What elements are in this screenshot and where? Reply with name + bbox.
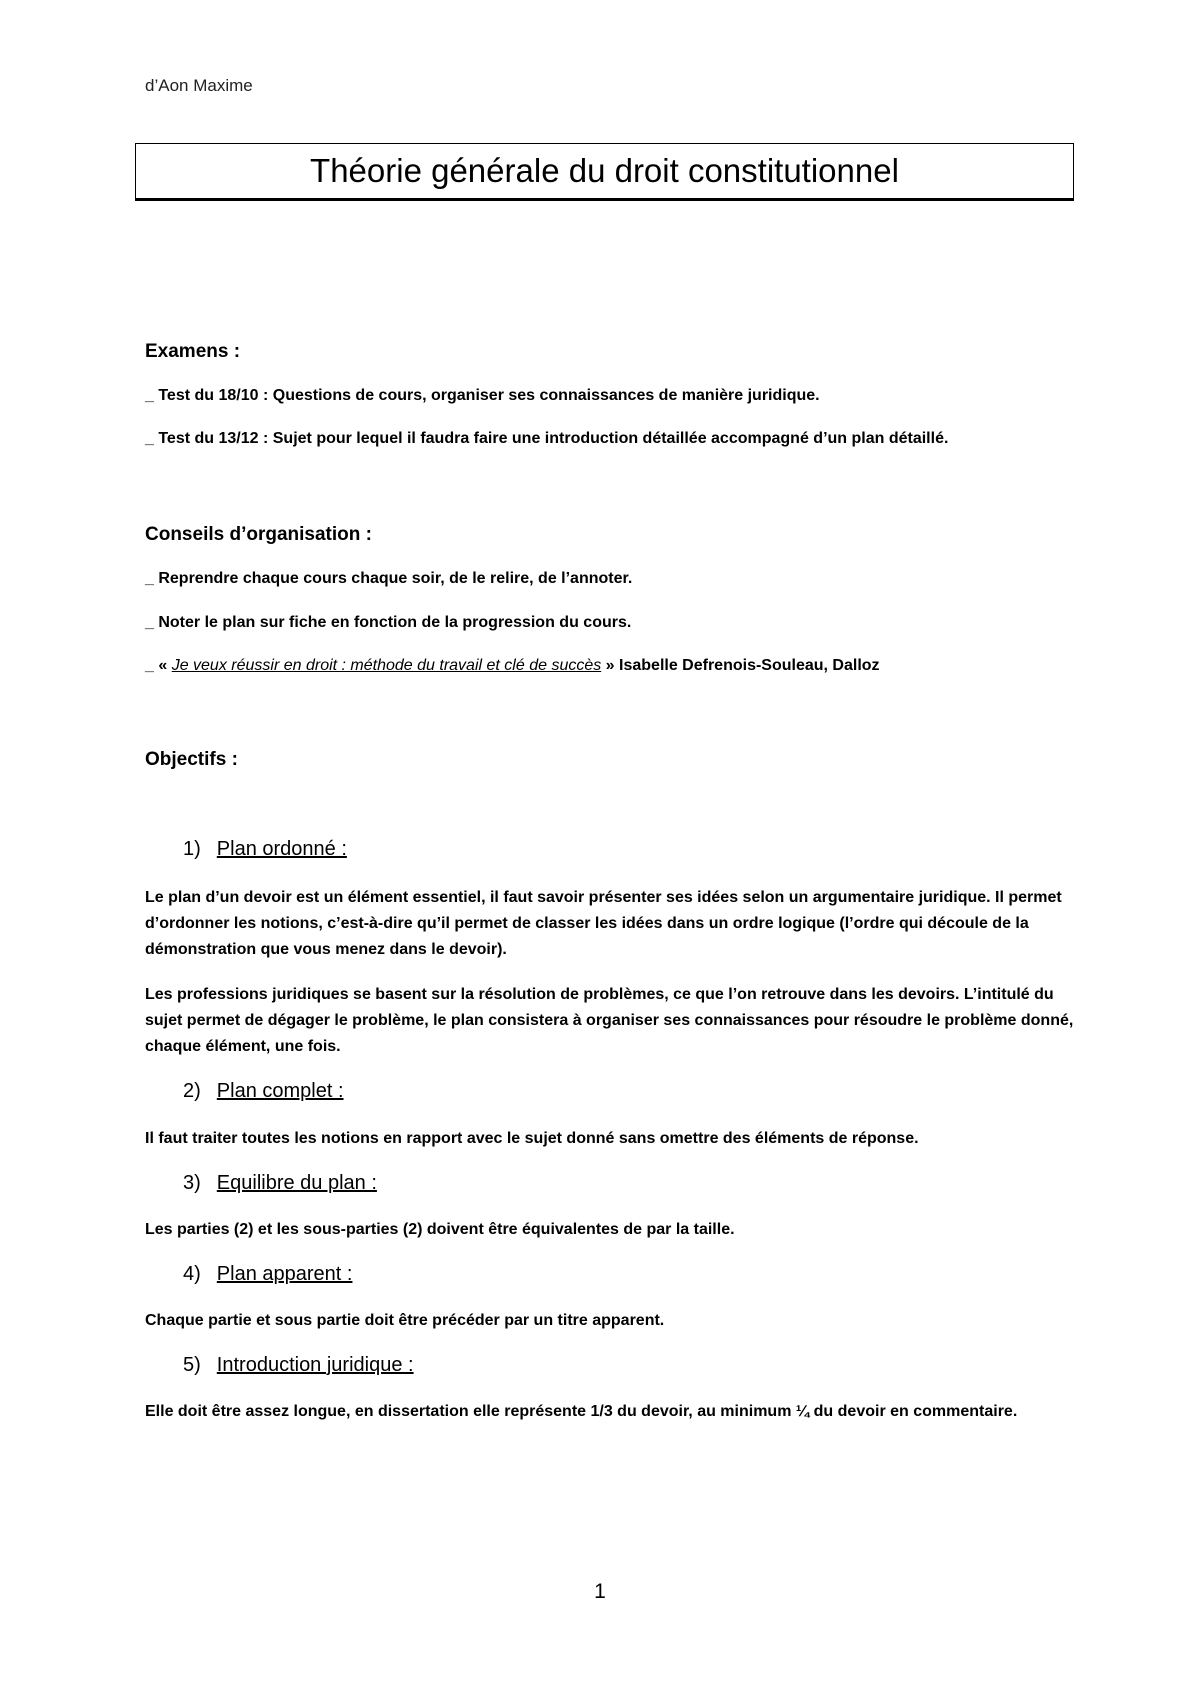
objective-label: Plan complet : (216, 1080, 344, 1102)
paragraph: Les parties (2) et les sous-parties (2) doivent être équivalentes de par la taille. (145, 1221, 735, 1238)
objective-label: Equilibre du plan : (216, 1172, 377, 1194)
page-title: Théorie générale du droit constitutionnel (310, 152, 899, 189)
book-title: Je veux réussir en droit : méthode du travail et clé de succès (171, 657, 602, 674)
header-author: d’Aon Maxime (145, 76, 253, 95)
objective-number: 1) (183, 838, 201, 860)
paragraph: Chaque partie et sous partie doit être précéder par un titre apparent. (145, 1312, 665, 1329)
examens-item: _ Test du 13/12 : Sujet pour lequel il faudra faire une introduction détaillée accompagné d’un plan détaillé. (145, 430, 949, 447)
examens-item: _ Test du 18/10 : Questions de cours, organiser ses connaissances de manière juridique. (145, 387, 820, 404)
objective-heading (183, 1354, 414, 1377)
title-box (135, 143, 1074, 199)
objectifs-heading: Objectifs : (145, 749, 238, 770)
objective-label: Plan apparent : (216, 1263, 353, 1285)
objective-label: Introduction juridique : (216, 1354, 414, 1376)
objective-text (145, 982, 1075, 1060)
objective-text (145, 885, 1075, 963)
paragraph: Le plan d’un devoir est un élément essentiel, il faut savoir présenter ses idées selon un argumentaire juridique. Il permet d’ordonner les notions, c’est-à-dire qu’il permet de classer les idées dans un ordre logique (l’ordre qui découle de la démonstration que vous menez dans le devoir). (145, 889, 1062, 958)
examens-heading: Examens : (145, 341, 241, 362)
book-reference (145, 657, 880, 675)
objective-heading (183, 1263, 352, 1286)
objective-number: 2) (183, 1080, 201, 1102)
objective-number: 4) (183, 1263, 201, 1285)
objective-text (145, 1399, 1075, 1425)
objective-number: 3) (183, 1172, 201, 1194)
book-author: » Isabelle Defrenois-Souleau, Dalloz (601, 657, 880, 674)
objective-heading (183, 1080, 344, 1103)
book-prefix: _ « (145, 657, 172, 674)
page-number: 1 (594, 1580, 606, 1603)
objective-heading (183, 838, 347, 861)
objective-number: 5) (183, 1354, 201, 1376)
conseils-item: _ Reprendre chaque cours chaque soir, de le relire, de l’annoter. (145, 570, 633, 587)
paragraph: Elle doit être assez longue, en dissertation elle représente 1/3 du devoir, au minimum ¼ du devoir en commentaire. (145, 1403, 1018, 1420)
objective-label: Plan ordonné : (216, 838, 347, 860)
conseils-heading: Conseils d’organisation : (145, 524, 372, 545)
objective-text (145, 1217, 1075, 1243)
objective-text (145, 1126, 1075, 1152)
objective-heading (183, 1172, 377, 1195)
conseils-item: _ Noter le plan sur fiche en fonction de la progression du cours. (145, 614, 632, 631)
paragraph: Il faut traiter toutes les notions en rapport avec le sujet donné sans omettre des éléments de réponse. (145, 1130, 919, 1147)
paragraph: Les professions juridiques se basent sur la résolution de problèmes, ce que l’on retrouve dans les devoirs. L’intitulé du sujet permet de dégager le problème, le plan consistera à organiser ses connaissances pour résoudre le problème donné, chaque élément, une fois. (145, 986, 1074, 1055)
objective-text (145, 1308, 1075, 1334)
